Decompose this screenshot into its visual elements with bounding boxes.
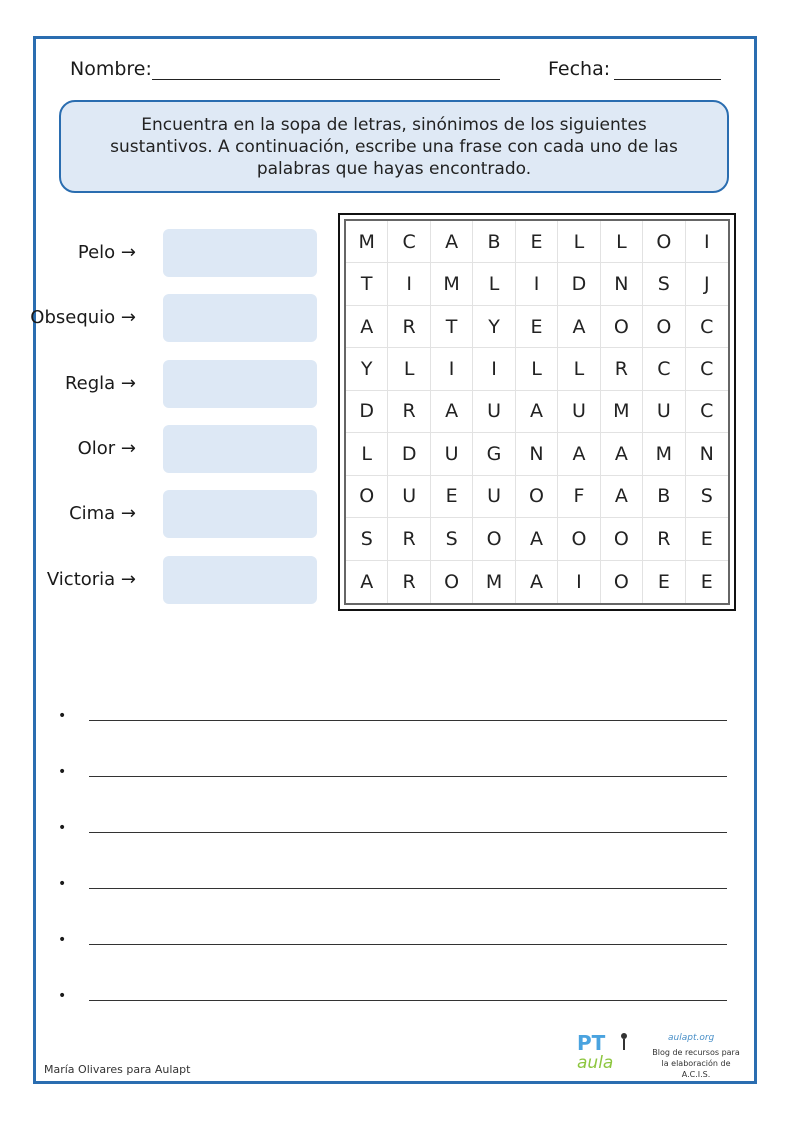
grid-cell[interactable]: E [686,518,728,560]
grid-cell[interactable]: N [601,263,643,305]
grid-cell[interactable]: D [558,263,600,305]
grid-cell[interactable]: C [686,391,728,433]
grid-cell[interactable]: S [643,263,685,305]
grid-cell[interactable]: M [601,391,643,433]
grid-cell[interactable]: Y [473,306,515,348]
grid-cell[interactable]: N [686,433,728,475]
answer-box[interactable] [163,294,317,342]
grid-cell[interactable]: U [643,391,685,433]
bullet: • [58,764,67,780]
grid-cell[interactable]: M [431,263,473,305]
grid-cell[interactable]: A [431,221,473,263]
logo-figure-icon [621,1033,627,1039]
grid-cell[interactable]: O [346,476,388,518]
grid-cell[interactable]: N [516,433,558,475]
grid-cell[interactable]: R [388,518,430,560]
grid-cell[interactable]: O [473,518,515,560]
grid-cell[interactable]: S [431,518,473,560]
word-search-grid [338,213,736,611]
answer-box[interactable] [163,556,317,604]
grid-cell[interactable]: A [516,391,558,433]
sentence-line[interactable] [89,944,727,945]
word-label: Victoria → [46,568,136,590]
grid-cell[interactable]: I [686,221,728,263]
grid-cell[interactable]: O [601,518,643,560]
grid-cell[interactable]: L [558,348,600,390]
grid-cell[interactable]: A [558,433,600,475]
author-credit: María Olivares para Aulapt [44,1063,191,1076]
grid-cell[interactable]: C [686,306,728,348]
grid-cell[interactable]: O [431,561,473,603]
site-url: aulapt.org [668,1033,715,1043]
grid-cell[interactable]: U [431,433,473,475]
grid-cell[interactable]: A [601,476,643,518]
grid-cell[interactable]: O [558,518,600,560]
grid-cell[interactable]: I [558,561,600,603]
word-label: Cima → [69,503,136,525]
word-label: Obsequio → [30,307,136,329]
grid-cell[interactable]: A [558,306,600,348]
instructions-text: Encuentra en la sopa de letras, sinónimos de los siguientes sustantivos. A continuación, escribe una frase con cada uno de las palabras que hayas encontrado. [110,114,678,179]
grid-cell[interactable]: M [643,433,685,475]
grid-cell[interactable]: R [388,306,430,348]
grid-cell[interactable]: I [473,348,515,390]
grid-cell[interactable]: A [346,561,388,603]
grid-cell[interactable]: T [346,263,388,305]
word-label: Pelo → [77,242,136,263]
aulapt-logo [575,1028,635,1073]
grid-cell[interactable]: L [473,263,515,305]
bullet: • [58,708,67,724]
logo-pt-text: PT [577,1031,606,1055]
grid-cell[interactable]: E [431,476,473,518]
grid-cell[interactable]: I [431,348,473,390]
grid-cell[interactable]: D [346,391,388,433]
grid-cell[interactable]: G [473,433,515,475]
grid-cell[interactable]: A [346,306,388,348]
grid-cell[interactable]: A [516,561,558,603]
grid-cell[interactable]: R [643,518,685,560]
instructions-box [59,100,729,193]
grid-cell[interactable]: R [388,561,430,603]
grid-cell[interactable]: F [558,476,600,518]
grid-cell[interactable]: M [473,561,515,603]
grid-cell[interactable]: O [601,306,643,348]
date-label: Fecha: [548,58,611,80]
sentence-line[interactable] [89,888,727,889]
bullet: • [58,820,67,836]
grid-cell[interactable]: C [643,348,685,390]
grid-cell[interactable]: L [388,348,430,390]
grid-cell[interactable]: E [516,221,558,263]
grid-cell[interactable]: S [346,518,388,560]
grid-cell[interactable]: J [686,263,728,305]
grid-cell[interactable]: I [516,263,558,305]
bullet: • [58,932,67,948]
grid-cell[interactable]: E [516,306,558,348]
logo-aula-text: aula [577,1053,614,1073]
grid-cell[interactable]: C [686,348,728,390]
grid-cell[interactable]: D [388,433,430,475]
grid-cell[interactable]: B [473,221,515,263]
grid-cell[interactable]: L [346,433,388,475]
grid-cell[interactable]: U [558,391,600,433]
sentence-line[interactable] [89,776,727,777]
grid-cell[interactable]: L [601,221,643,263]
grid-cell[interactable]: Y [346,348,388,390]
answer-box[interactable] [163,360,317,408]
grid-cell[interactable]: O [643,221,685,263]
sentence-line[interactable] [89,832,727,833]
grid-cell[interactable]: O [516,476,558,518]
grid-cell[interactable]: T [431,306,473,348]
word-label: Olor → [77,437,136,459]
sentence-line[interactable] [89,1000,727,1001]
grid-cell[interactable]: R [388,391,430,433]
grid-cell[interactable]: B [643,476,685,518]
grid-cell[interactable]: U [473,476,515,518]
grid-cell[interactable]: E [643,561,685,603]
answer-box[interactable] [163,425,317,473]
answer-box[interactable] [163,229,317,277]
grid-cell[interactable]: I [388,263,430,305]
grid-cell[interactable]: L [558,221,600,263]
name-field-line[interactable] [152,79,500,80]
grid-cell[interactable]: R [601,348,643,390]
grid-cell[interactable]: S [686,476,728,518]
grid-cell[interactable]: U [473,391,515,433]
grid-cell[interactable]: M [346,221,388,263]
grid-cell[interactable]: A [431,391,473,433]
grid-cell[interactable]: L [516,348,558,390]
date-field-line[interactable] [614,79,721,80]
grid-cell[interactable]: A [601,433,643,475]
grid-cell[interactable]: U [388,476,430,518]
word-search-cells [344,219,730,605]
grid-cell[interactable]: O [643,306,685,348]
grid-cell[interactable]: O [601,561,643,603]
bullet: • [58,988,67,1004]
grid-cell[interactable]: E [700,570,713,593]
answer-box[interactable] [163,490,317,538]
grid-cell[interactable]: A [516,518,558,560]
grid-cell[interactable]: C [388,221,430,263]
bullet: • [58,876,67,892]
sentence-line[interactable] [89,720,727,721]
word-label: Regla → [64,372,136,394]
site-tagline: Blog de recursos para la elaboración de A.C.I.S. [652,1048,740,1079]
name-label: Nombre: [70,58,152,80]
